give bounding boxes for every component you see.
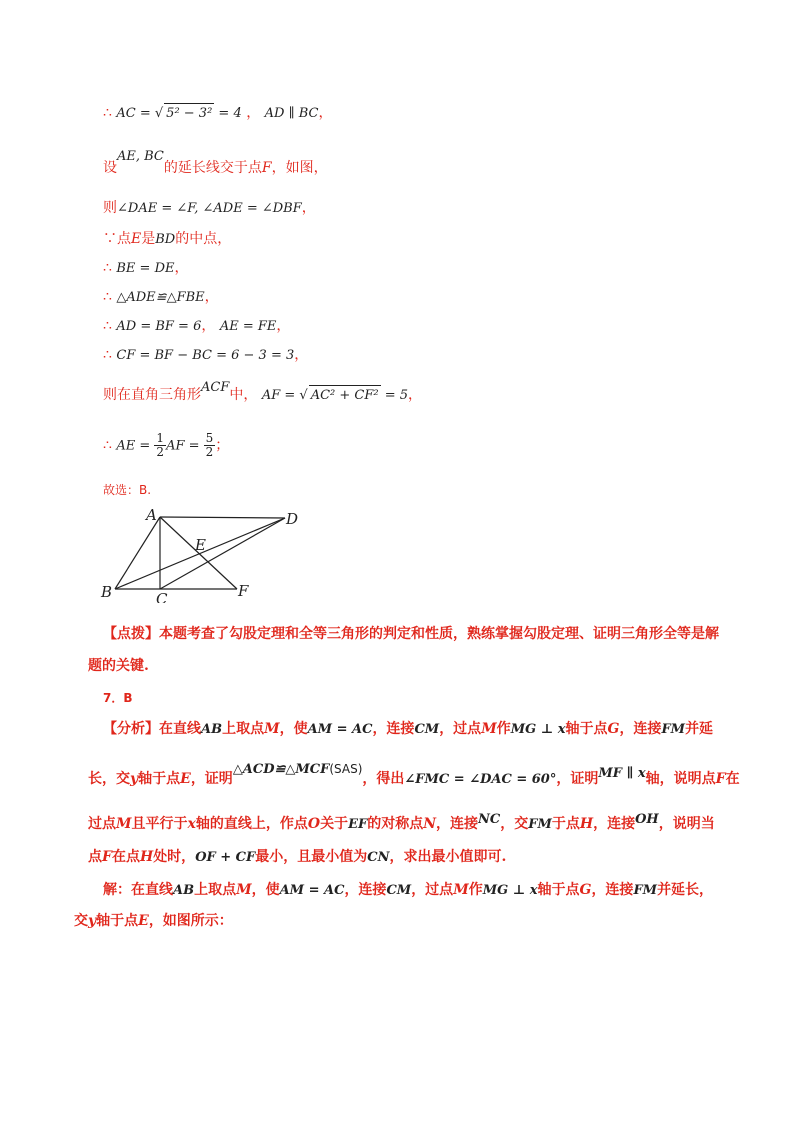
text: ，说明当 (658, 816, 715, 832)
fenxi-line2 (88, 762, 740, 790)
text: 轴于点 (96, 913, 139, 929)
radicand: AC² + CF² (309, 385, 381, 406)
math-mg-perp-x: MG ⊥ x (510, 722, 566, 737)
segment-cd (160, 518, 285, 589)
dianbo-line1 (103, 624, 719, 644)
math-ad-bf: AD = BF = 6 (116, 319, 202, 334)
math-ae-eq: AE = (116, 438, 155, 454)
because-text: ∵点 (103, 231, 131, 247)
text-ze: 则 (103, 200, 117, 216)
math-angles: ∠DAE = ∠F, ∠ADE = ∠DBF (117, 201, 302, 216)
fraction-five-half (204, 432, 216, 459)
comma: ， (301, 200, 316, 216)
text: 于点 (551, 816, 580, 832)
line-be-de (103, 258, 189, 279)
geometry-figure (95, 503, 315, 603)
therefore-symbol: ∴ (103, 260, 112, 276)
text: 关于 (320, 816, 349, 832)
text: 交 (74, 913, 88, 929)
math-af-eq: AF = (261, 388, 300, 403)
math-mg-perp-x: MG ⊥ x (482, 883, 538, 898)
point-f: F (715, 771, 726, 787)
line-cf (103, 345, 308, 366)
math-ab: AB (173, 883, 195, 898)
text: 并延长， (657, 882, 714, 898)
question-7-label: 7．B (103, 691, 133, 705)
text: 轴于点 (565, 721, 608, 737)
segment-ab (115, 517, 160, 589)
point-m: M (264, 721, 280, 737)
therefore-symbol: ∴ (103, 318, 112, 334)
text: 长，交 (88, 771, 130, 787)
text: 最小，且最小值为 (255, 849, 368, 865)
text-zhong: 中， (229, 387, 258, 403)
sqrt-sign: √ (299, 388, 308, 403)
segment-ad (160, 517, 285, 518)
fenxi-line4 (88, 847, 506, 868)
text: ，求出最小值即可. (389, 849, 507, 865)
line-ae-fraction (103, 432, 229, 459)
point-m: M (116, 816, 132, 832)
point-o: O (307, 816, 321, 832)
text: ，交 (500, 816, 529, 832)
comma: ， (246, 105, 261, 121)
math-cm: CM (386, 883, 412, 898)
text: ，过点 (439, 721, 482, 737)
math-fm: FM (661, 722, 686, 737)
point-n: N (423, 816, 436, 832)
text: ，连接 (591, 882, 634, 898)
label-b: B (101, 583, 113, 601)
fenxi-tag: 【分析】 (103, 721, 159, 737)
text: 轴于点 (537, 882, 580, 898)
math-be-de: BE = DE (116, 261, 175, 276)
text: ，过点 (411, 882, 454, 898)
comma: ， (201, 318, 216, 334)
math-eq-5: = 5 (380, 388, 409, 403)
label-f: F (238, 582, 249, 600)
dianbo-tag: 【点拨】 (103, 626, 159, 642)
math-mf-parallel-x: MF ∥ x (598, 766, 646, 781)
text-extension: 的延长线交于点 (163, 160, 262, 176)
label-d: D (286, 510, 299, 528)
line-congruence (103, 287, 219, 308)
line-ac-result (103, 103, 332, 124)
fraction-numerator: 1 (156, 431, 165, 445)
point-g: G (607, 721, 620, 737)
point-e: E (138, 913, 149, 929)
comma: ， (204, 289, 219, 305)
math-ac-eq: AC = (116, 106, 155, 121)
math-ae-fe: AE = FE (219, 319, 277, 334)
comma: ， (408, 387, 423, 403)
text: 在直线 (159, 721, 201, 737)
text: 并延 (685, 721, 714, 737)
line-answer (103, 480, 151, 500)
point-e: E (131, 231, 142, 247)
text: 上取点 (194, 882, 237, 898)
text: 解：在直线 (103, 882, 173, 898)
math-am-ac: AM = AC (279, 883, 345, 898)
comma: ， (318, 105, 333, 121)
math-ab: AB (201, 722, 223, 737)
point-h: H (579, 816, 594, 832)
therefore-symbol: ∴ (103, 289, 112, 305)
line-extension (103, 149, 328, 179)
text: ，使 (251, 882, 280, 898)
therefore-symbol: ∴ (103, 347, 112, 363)
point-m: M (236, 882, 252, 898)
math-angle-60: ∠FMC = ∠DAC = 60° (404, 772, 557, 787)
text: 作 (468, 882, 483, 898)
math-fm: FM (528, 817, 552, 832)
math-cn: CN (367, 850, 390, 865)
label-a: A (146, 506, 157, 524)
math-oh: OH (635, 812, 659, 827)
question-7-answer (103, 688, 133, 708)
point-h: H (139, 849, 154, 865)
answer-b: 故选：B. (103, 483, 152, 497)
radicand: 5² − 3² (164, 103, 214, 124)
text: ，证明 (190, 771, 233, 787)
fraction-one-half (154, 432, 166, 459)
math-congruent: △ADE≌△FBE (116, 290, 205, 305)
text: 点 (88, 849, 102, 865)
math-of-plus-cf: OF + CF (195, 850, 256, 865)
comma: ， (276, 318, 291, 334)
text: 过点 (88, 816, 116, 832)
therefore-symbol: ∴ (103, 105, 112, 121)
math-cf: CF = BF − BC = 6 − 3 = 3 (116, 348, 295, 363)
sqrt-sign: √ (154, 106, 164, 121)
line-midpoint (103, 229, 231, 250)
text: ，连接 (372, 721, 415, 737)
point-f: F (261, 160, 272, 176)
text: 作 (496, 721, 511, 737)
point-e: E (180, 771, 191, 787)
point-g: G (579, 882, 592, 898)
text: 的对称点 (367, 816, 424, 832)
text: ，连接 (619, 721, 662, 737)
semicolon: ； (215, 437, 230, 454)
therefore-symbol: ∴ (103, 437, 112, 454)
fraction-denominator: 2 (156, 445, 165, 459)
text: ，连接 (593, 816, 636, 832)
math-sas: (SAS) (329, 762, 363, 776)
dianbo-text-2: 题的关键. (88, 658, 149, 674)
line-ad-bf (103, 316, 290, 337)
text: 在 (725, 771, 740, 787)
math-bd: BD (155, 232, 176, 247)
jie-line2 (74, 911, 233, 931)
fraction-numerator: 5 (205, 431, 214, 445)
math-acf: ACF (201, 380, 230, 395)
text-midpoint: 的中点， (175, 231, 232, 247)
line-af (103, 380, 423, 406)
text-she: 设 (103, 160, 117, 176)
text: 在点 (111, 849, 140, 865)
math-nc: NC (478, 812, 501, 827)
dianbo-line2 (88, 656, 149, 676)
math-cm: CM (414, 722, 440, 737)
text: ，证明 (556, 771, 599, 787)
comma: ， (294, 347, 309, 363)
text-as-figure: ，如图， (271, 160, 328, 176)
var-x: x (187, 816, 196, 832)
text: 且平行于 (131, 816, 188, 832)
text: ，如图所示： (148, 913, 233, 929)
math-ef: EF (348, 817, 368, 832)
math-ae-bc: AE, BC (117, 149, 164, 164)
fenxi-line1 (103, 719, 713, 740)
label-e: E (195, 536, 206, 554)
text-shi: 是 (141, 231, 156, 247)
label-c: C (156, 590, 168, 603)
math-congruent-acd-mcf: △ACD≌△MCF (232, 762, 330, 777)
text: 轴于点 (138, 771, 181, 787)
dianbo-text: 本题考查了勾股定理和全等三角形的判定和性质，熟练掌握勾股定理、证明三角形全等是解 (159, 626, 719, 642)
line-angles (103, 198, 316, 219)
fraction-denominator: 2 (205, 445, 214, 459)
text: 处时， (153, 849, 196, 865)
math-fm: FM (633, 883, 658, 898)
jie-line1 (103, 880, 713, 901)
point-m: M (453, 882, 469, 898)
text: 轴的直线上，作点 (195, 816, 308, 832)
text: ，使 (279, 721, 308, 737)
text: ，得出 (362, 771, 405, 787)
var-y: y (88, 913, 97, 929)
math-ad-parallel-bc: AD ∥ BC (264, 106, 319, 121)
point-f: F (102, 849, 112, 865)
text: 轴，说明点 (645, 771, 716, 787)
text: ，连接 (436, 816, 478, 832)
text-right-triangle: 则在直角三角形 (103, 387, 201, 403)
text: 上取点 (222, 721, 265, 737)
math-am-ac: AM = AC (307, 722, 373, 737)
var-y: y (130, 771, 139, 787)
fenxi-line3 (88, 814, 715, 835)
math-eq-4: = 4 (214, 106, 242, 121)
math-af-eq: AF = (166, 438, 204, 454)
text: ，连接 (344, 882, 387, 898)
comma: ， (174, 260, 189, 276)
point-m: M (481, 721, 497, 737)
